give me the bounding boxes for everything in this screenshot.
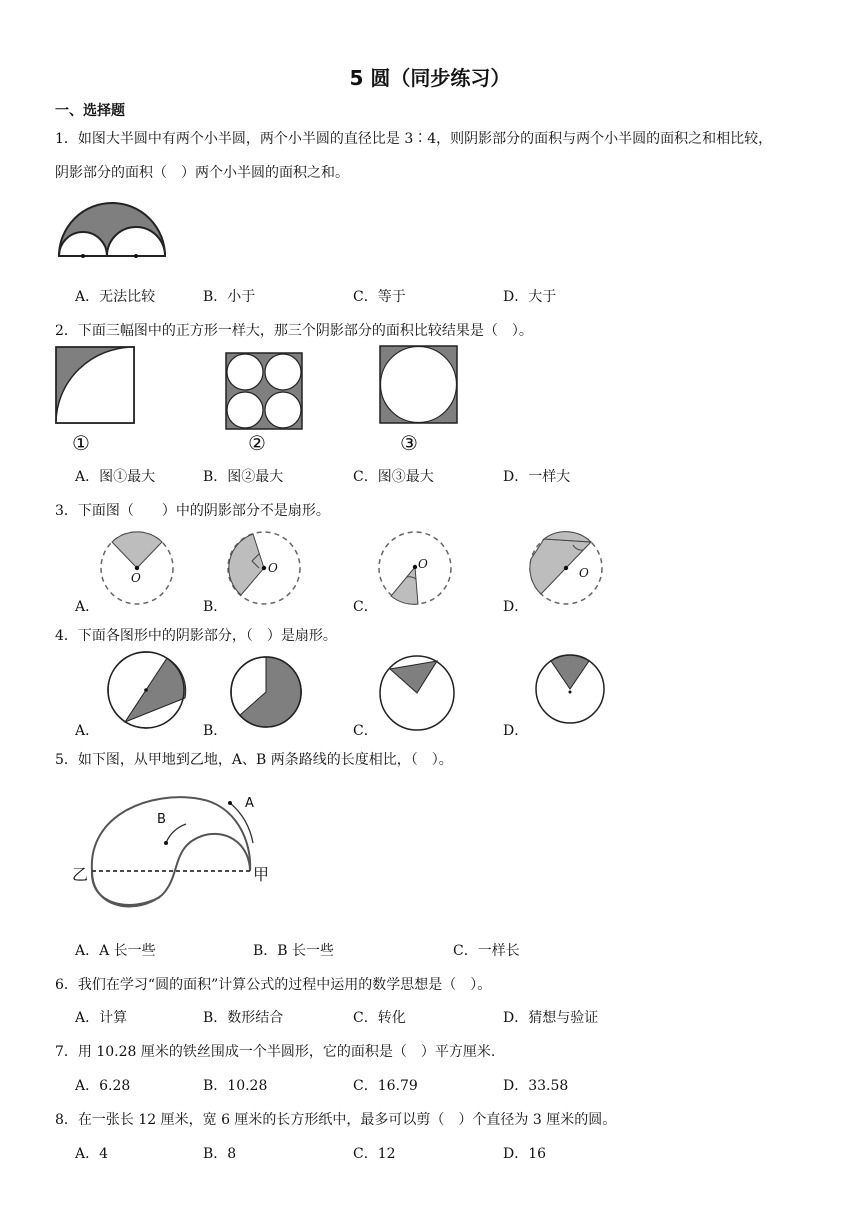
q2-option-a[interactable]: A．图①最大	[75, 469, 156, 485]
question-3-figure-d	[529, 531, 609, 611]
section-heading: 一、选择题	[55, 103, 125, 119]
route-b-label: B	[157, 812, 166, 827]
q3c-center-label: O	[418, 557, 428, 571]
q4-option-c[interactable]: C．	[353, 723, 378, 739]
question-5-text: 5．如下图，从甲地到乙地，A、B 两条路线的长度相比，（ ）。	[55, 752, 453, 768]
question-1-text-line1: 1．如图大半圆中有两个小半圆，两个小半圆的直径比是 3∶4，则阴影部分的面积与两个小半圆的面积之和相比较，	[55, 131, 773, 147]
question-4-figure-c	[379, 655, 457, 733]
q1-option-b[interactable]: B．小于	[203, 289, 256, 305]
q4-option-d[interactable]: D．	[503, 723, 529, 739]
question-2-figure-2	[225, 352, 303, 430]
q3-option-b[interactable]: B．	[203, 599, 228, 615]
q3-option-c[interactable]: C．	[353, 599, 378, 615]
q4-option-b[interactable]: B．	[203, 723, 228, 739]
question-1-text-line2: 阴影部分的面积（ ）两个小半圆的面积之和。	[55, 165, 349, 181]
q5-option-a[interactable]: A．A 长一些	[75, 943, 156, 959]
q1-option-d[interactable]: D．大于	[503, 289, 557, 305]
figure-label-2: ②	[248, 431, 266, 455]
q6-option-b[interactable]: B．数形结合	[203, 1010, 284, 1026]
question-4-figure-d	[535, 654, 607, 726]
q2-option-c[interactable]: C．图③最大	[353, 469, 434, 485]
q3a-center-label: O	[131, 571, 141, 585]
q8-option-b[interactable]: B．8	[203, 1146, 237, 1162]
question-4-figure-a	[107, 651, 187, 731]
question-3-figure-c	[378, 531, 458, 611]
page-title: 5 圆（同步练习）	[349, 66, 511, 90]
q5-option-b[interactable]: B．B 长一些	[253, 943, 335, 959]
q8-option-c[interactable]: C．12	[353, 1146, 396, 1162]
location-jia-label: 甲	[253, 865, 270, 884]
question-1-figure	[56, 200, 168, 262]
question-8-text: 8．在一张长 12 厘米，宽 6 厘米的长方形纸中，最多可以剪（ ）个直径为 3 厘米的圆。	[55, 1112, 617, 1128]
q2-option-d[interactable]: D．一样大	[503, 469, 571, 485]
q4-option-a[interactable]: A．	[75, 723, 100, 739]
q2-option-b[interactable]: B．图②最大	[203, 469, 284, 485]
figure-label-1: ①	[72, 431, 90, 455]
location-yi-label: 乙	[72, 865, 89, 884]
q1-option-c[interactable]: C．等于	[353, 289, 406, 305]
question-2-text: 2．下面三幅图中的正方形一样大，那三个阴影部分的面积比较结果是（ ）。	[55, 323, 533, 339]
q3b-center-label: O	[268, 561, 278, 575]
figure-label-3: ③	[400, 431, 418, 455]
q8-option-d[interactable]: D．16	[503, 1146, 547, 1162]
q5-option-c[interactable]: C．一样长	[453, 943, 520, 959]
question-6-text: 6．我们在学习“圆的面积”计算公式的过程中运用的数学思想是（ ）。	[55, 977, 492, 993]
q3-option-a[interactable]: A．	[75, 599, 100, 615]
q3-option-d[interactable]: D．	[503, 599, 529, 615]
q6-option-c[interactable]: C．转化	[353, 1010, 406, 1026]
question-2-figure-1	[55, 346, 137, 424]
q6-option-d[interactable]: D．猜想与验证	[503, 1010, 599, 1026]
question-4-figure-b	[230, 656, 304, 730]
route-a-label: A	[245, 796, 254, 811]
q7-option-c[interactable]: C．16.79	[353, 1078, 418, 1094]
q6-option-a[interactable]: A．计算	[75, 1010, 128, 1026]
q7-option-d[interactable]: D．33.58	[503, 1078, 569, 1094]
q7-option-b[interactable]: B．10.28	[203, 1078, 268, 1094]
question-2-figure-3	[379, 345, 459, 425]
question-7-text: 7．用 10.28 厘米的铁丝围成一个半圆形，它的面积是（ ）平方厘米.	[55, 1044, 496, 1060]
q3d-center-label: O	[579, 566, 589, 580]
q8-option-a[interactable]: A．4	[75, 1146, 109, 1162]
q1-option-a[interactable]: A．无法比较	[75, 289, 156, 305]
q7-option-a[interactable]: A．6.28	[75, 1078, 131, 1094]
question-3-text: 3．下面图（ ）中的阴影部分不是扇形。	[55, 503, 330, 519]
question-4-text: 4．下面各图形中的阴影部分，（ ）是扇形。	[55, 628, 337, 644]
